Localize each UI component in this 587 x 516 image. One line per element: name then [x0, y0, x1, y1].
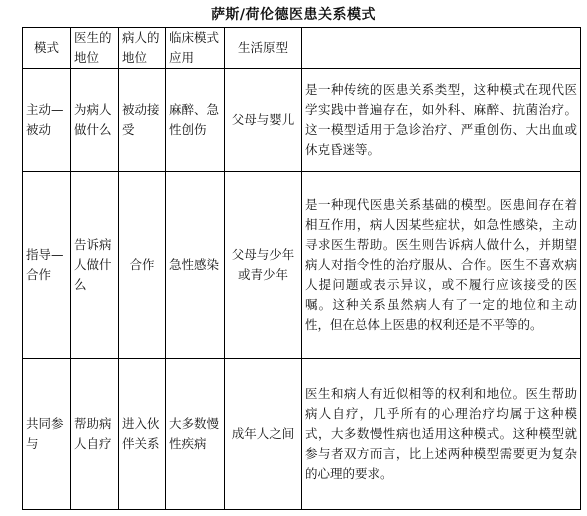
- header-clinical-application: 临床模式应用: [166, 28, 225, 69]
- cell-clinical-application: 大多数慢性疾病: [166, 359, 225, 510]
- table-row: [23, 172, 581, 359]
- table-header-row: [23, 28, 581, 69]
- cell-description: 是一种现代医患关系基础的模型。医患间存在着相互作用，病人因某些症状，如急性感染，主动寻求医生帮助。医生则告诉病人做什么，并期望病人对指令性的治疗服从、合作。医生不喜欢病人提问题或表示异议，或不履行应该接受的医嘱。这种关系虽然病人有了一定的地位和主动性，但在总体上医患的权利还是不平等的。: [302, 172, 581, 359]
- table-title: 萨斯/荷伦德医患关系模式: [210, 7, 377, 23]
- header-patient-status: 病人的地位: [119, 28, 166, 69]
- cell-doctor-status: 告诉病人做什么: [71, 172, 119, 359]
- cell-patient-status: 被动接受: [119, 69, 166, 172]
- cell-clinical-application: 麻醉、急性创伤: [166, 69, 225, 172]
- cell-description: 是一种传统的医患关系类型，这种模式在现代医学实践中普遍存在，如外科、麻醉、抗菌治疗。这一模型适用于急诊治疗、严重创伤、大出血或休克昏迷等。: [302, 69, 581, 172]
- header-description: [302, 28, 581, 69]
- cell-life-prototype: 父母与少年或青少年: [225, 172, 302, 359]
- cell-model: 指导—合作: [23, 172, 71, 359]
- cell-life-prototype: 成年人之间: [225, 359, 302, 510]
- header-life-prototype: 生活原型: [225, 28, 302, 69]
- table-row: [23, 359, 581, 510]
- cell-patient-status: 合作: [119, 172, 166, 359]
- cell-model: 主动—被动: [23, 69, 71, 172]
- header-doctor-status: 医生的地位: [71, 28, 119, 69]
- table-row: [23, 69, 581, 172]
- cell-description: 医生和病人有近似相等的权利和地位。医生帮助病人自疗，几乎所有的心理治疗均属于这种模式，大多数慢性病也适用这种模式。这种模型就参与者双方而言，比上述两种模型需要更为复杂的心理的要求。: [302, 359, 581, 510]
- cell-patient-status: 进入伙伴关系: [119, 359, 166, 510]
- cell-life-prototype: 父母与婴儿: [225, 69, 302, 172]
- header-model: 模式: [23, 28, 71, 69]
- cell-model: 共同参与: [23, 359, 71, 510]
- relationship-table: [22, 27, 581, 510]
- cell-doctor-status: 帮助病人自疗: [71, 359, 119, 510]
- cell-doctor-status: 为病人做什么: [71, 69, 119, 172]
- cell-clinical-application: 急性感染: [166, 172, 225, 359]
